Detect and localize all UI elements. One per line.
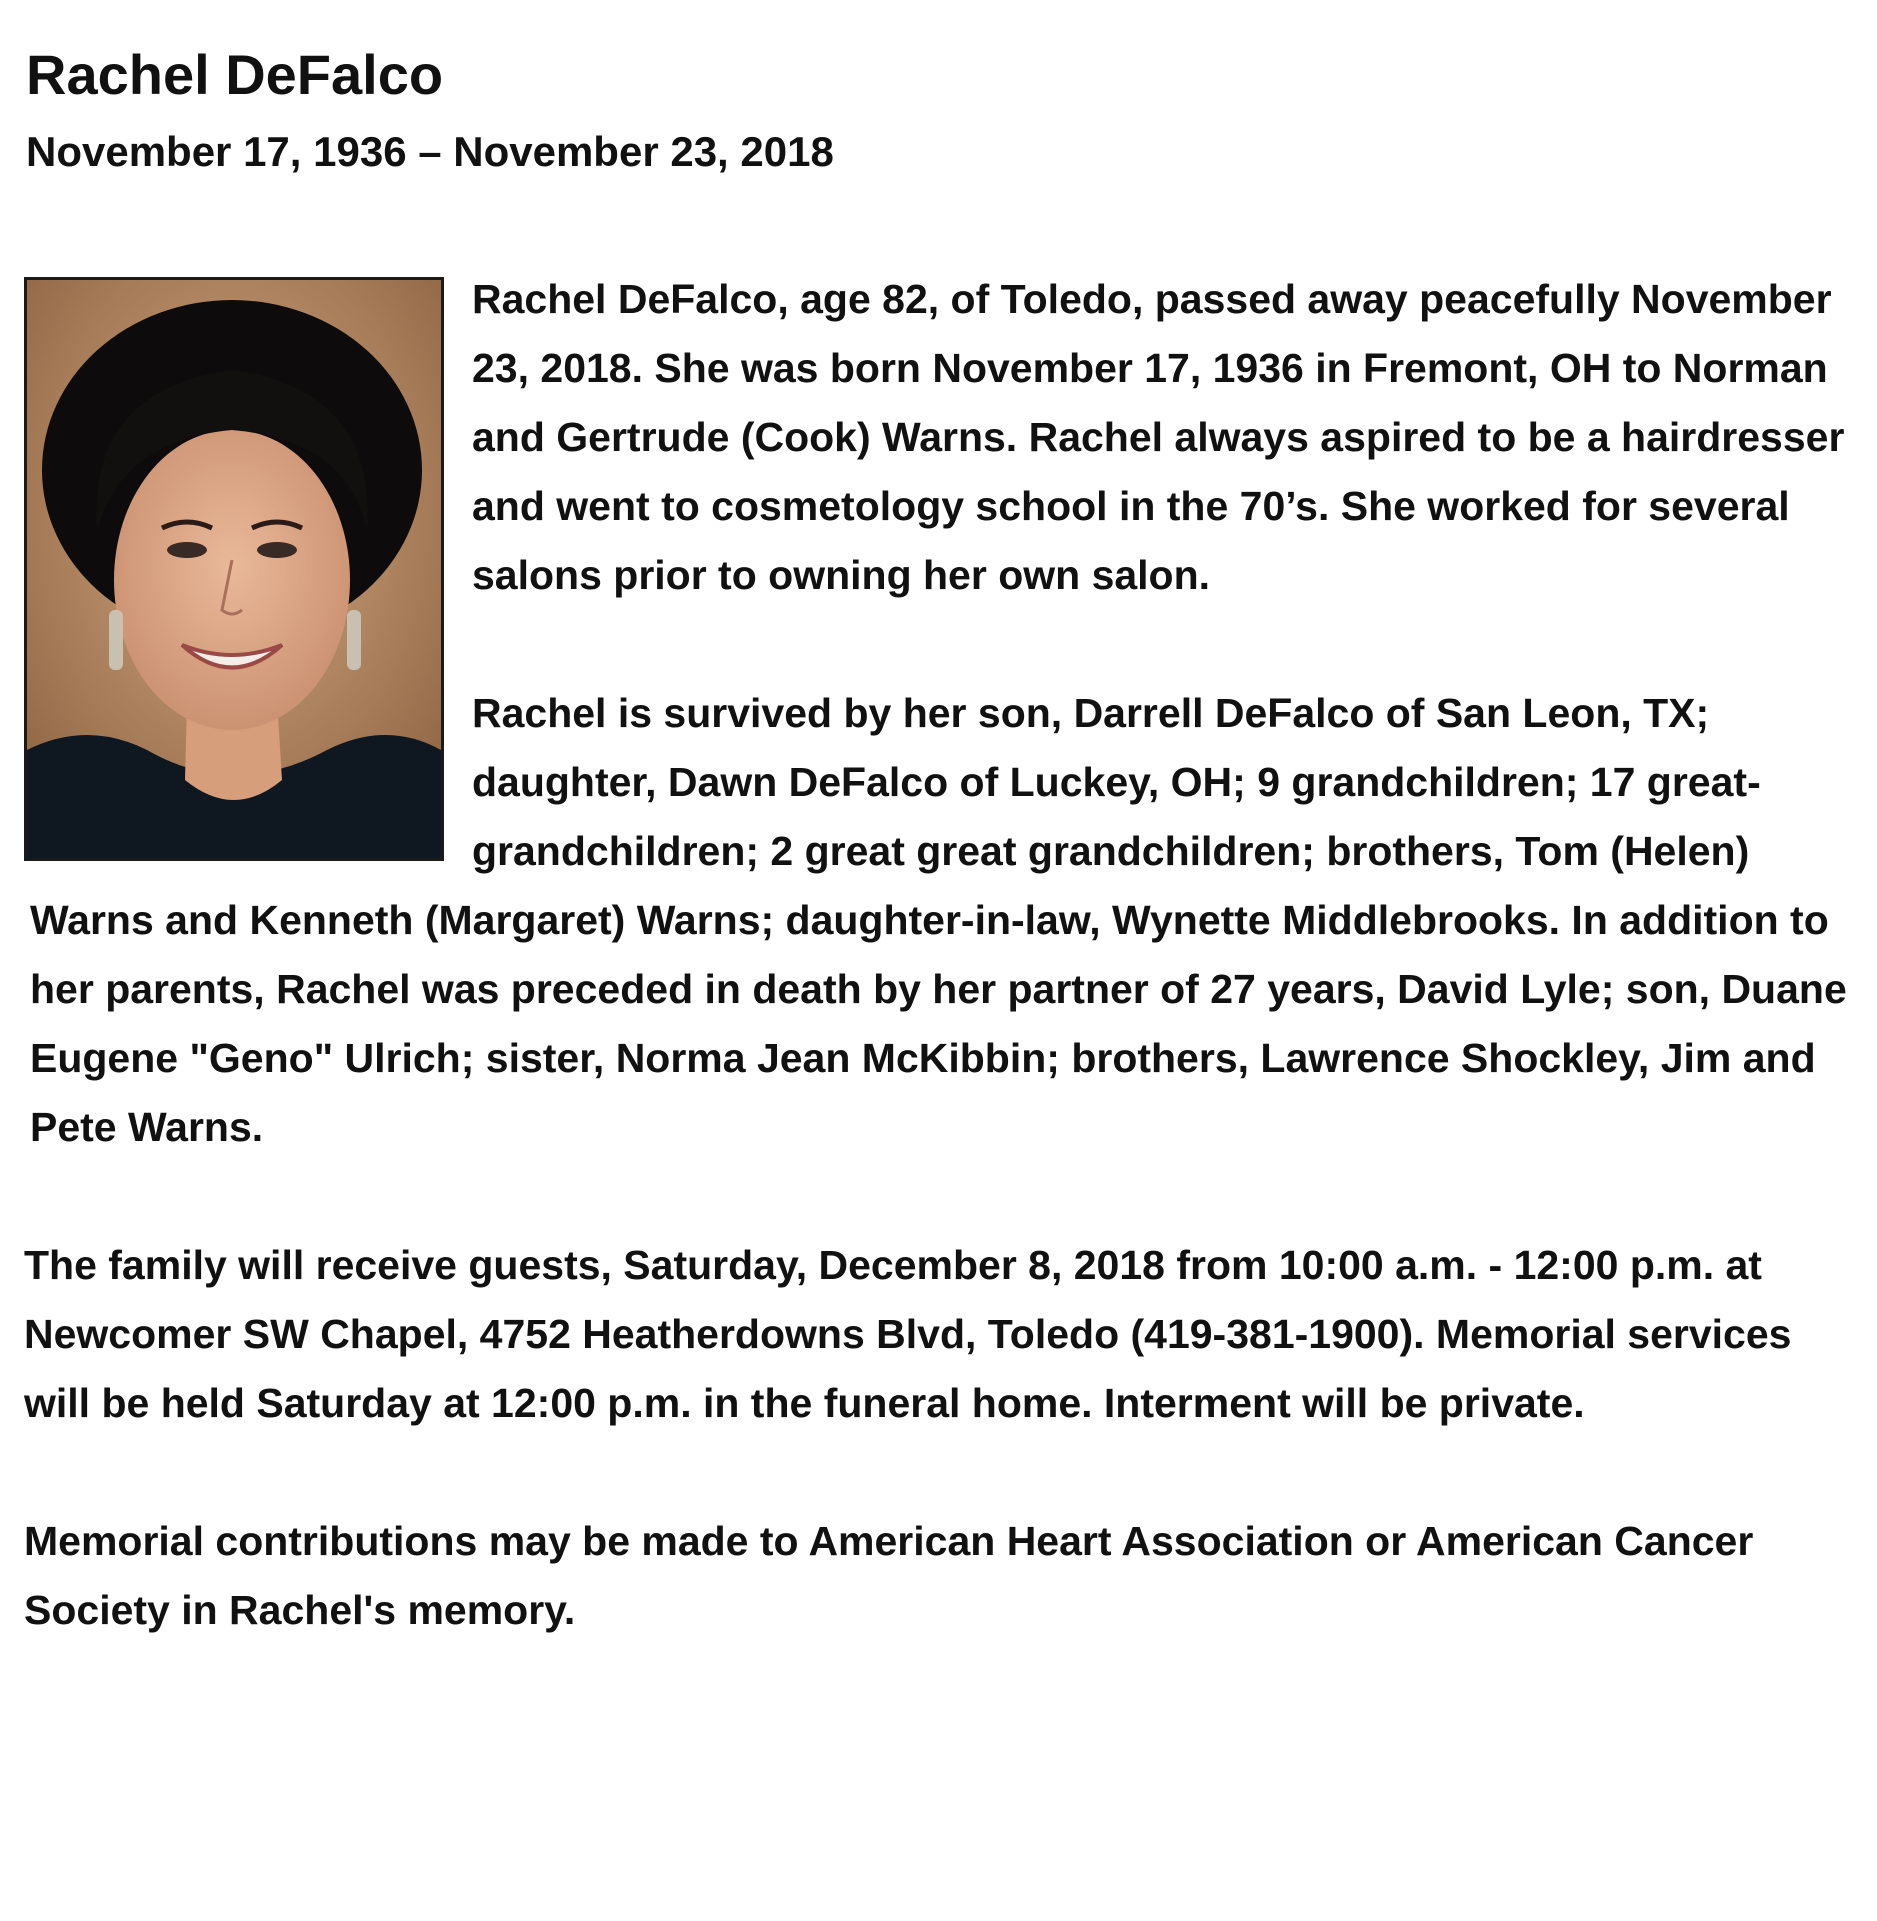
obituary-body <box>24 265 1854 1645</box>
portrait-photo-icon <box>24 277 444 861</box>
obituary-paragraph-survivors: Rachel is survived by her son, Darrell DeFalco of San Leon, TX; daughter, Dawn DeFalco of Luckey, OH; 9 grandchildren; 17 great-grandchildren; 2 great great grandchildren; brothers, Tom (Helen) Warns and Kenneth (Margaret) Warns; daughter-in-law, Wynette Middlebrooks. In addition to her parents, Rachel was preceded in death by her partner of 27 years, David Lyle; son, Duane Eugene "Geno" Ulrich; sister, Norma Jean McKibbin; brothers, Lawrence Shockley, Jim and Pete Warns. <box>30 690 1847 1150</box>
life-dates: November 17, 1936 – November 23, 2018 <box>26 128 834 175</box>
page-title: Rachel DeFalco <box>26 43 444 106</box>
obituary-paragraph-intro: Rachel DeFalco, age 82, of Toledo, passed away peacefully November 23, 2018. She was born November 17, 1936 in Fremont, OH to Norman and Gertrude (Cook) Warns. Rachel always aspired to be a hairdresser and went to cosmetology school in the 70’s. She worked for several salons prior to owning her own salon. <box>472 276 1845 598</box>
obituary-paragraph-services: The family will receive guests, Saturday, December 8, 2018 from 10:00 a.m. - 12:00 p.m. at Newcomer SW Chapel, 4752 Heatherdowns Blvd, Toledo (419-381-1900). Memorial services will be held Saturday at 12:00 p.m. in the funeral home. Interment will be private. <box>24 1242 1792 1426</box>
obituary-paragraph-memorial: Memorial contributions may be made to American Heart Association or American Cancer Society in Rachel's memory. <box>24 1518 1754 1633</box>
